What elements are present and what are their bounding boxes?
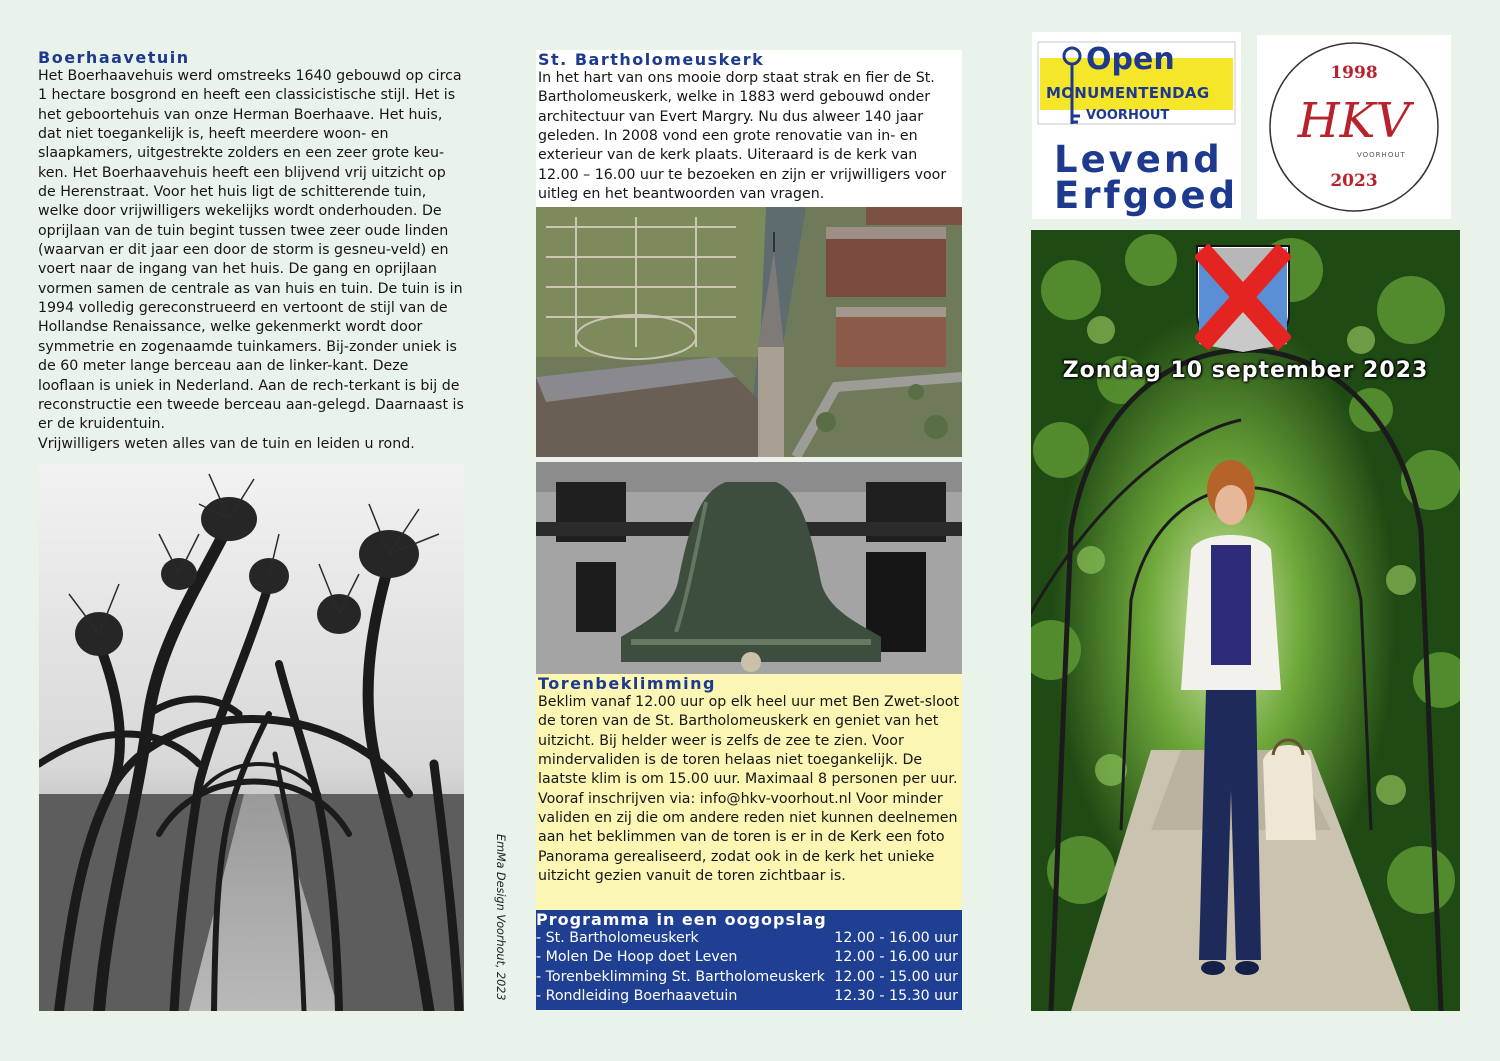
- church-aerial-photo: [536, 207, 962, 457]
- toren-paragraph: Beklim vanaf 12.00 uur op elk heel uur met Ben Zwet-sloot de toren van de St. Bartholomeuskerk en geniet van het uitzicht. Bij helder weer is zelfs de zee te zien. Voor mindervaliden is de toren helaas niet toegankelijk. De laatste klim is om 15.00 uur. Maximaal 8 personen per uur. Vooraf inschrijven via: info@hkv-voorhout.nl Voor minder validen en zij die om andere reden niet kunnen deelnemen aan het beklimmen van de toren is er in de Kerk een foto Panorama gerealiseerd, zodat ook in de kerk het unieke uitzicht gezien vanuit de toren zichtbaar is.: [538, 694, 960, 885]
- hkv-year-end: 2023: [1330, 171, 1378, 191]
- hkv-logo: [1257, 35, 1451, 219]
- hkv-place: VOORHOUT: [1357, 151, 1406, 159]
- design-credit: EmMa Design Voorhout, 2023: [494, 834, 507, 1001]
- programma-item-name: - Torenbeklimming St. Bartholomeuskerk: [536, 968, 825, 985]
- programma-item-name: - St. Bartholomeuskerk: [536, 930, 699, 946]
- kerk-title: St. Bartholomeuskerk: [538, 50, 765, 69]
- programma-row: [536, 987, 958, 1006]
- kerk-paragraph: In het hart van ons mooie dorp staat strak en fier de St. Bartholomeuskerk, welke in 1883 werd gebouwd onder architectuur van Evert Margry. Nu dus alweer 140 jaar geleden. In 2008 vond een grote renovatie van in- en exterieur van de kerk plaats. Uiteraard is de kerk van 12.00 – 16.00 uur te bezoeken en zijn er vrijwilligers voor uitleg en het beantwoorden van vragen.: [538, 70, 947, 203]
- programma-row: [536, 929, 958, 948]
- boerhaave-paragraph: Het Boerhaavehuis werd omstreeks 1640 gebouwd op circa 1 hectare bosgrond en heeft een classicistische stijl. Het is het geboortehuis van onze Herman Boerhaave. Het huis, dat niet toegankelijk is, heeft meerdere woon- en slaapkamers, uitgestrekte zolders en een zeer grote keu-ken. Het Boerhaavehuis heeft een blijvend vrij uitzicht op de Herenstraat. Voor het huis ligt de schitterende tuin, welke door vrijwilligers wekelijks wordt onderhouden. De oprijlaan van de tuin begint tussen twee zeer oude linden (waarvan er dit jaar een door de storm is gesneu-veld) en voert naar de ingang van het huis. De gang en oprijlaan vormen samen de centrale as van huis en tuin. De tuin is in 1994 volledig gereconstrueerd en vertoont de stijl van de Hollandse Renaissance, welke gekenmerkt wordt door symmetrie en zogenaamde tuinkamers. Bij-zonder uniek is de 60 meter lange berceau aan de linker-kant. Deze looflaan is uniek in Nederland. Aan de rech-terkant is bij de reconstructie een tweede berceau aan-gelegd. Daarnaast is er de kruidentuin.: [38, 68, 464, 433]
- boerhaave-title: Boerhaavetuin: [38, 48, 190, 67]
- programma-title: Programma in een oogopslag: [536, 910, 827, 929]
- programma-item-time: 12.00 - 15.00 uur: [834, 968, 958, 985]
- hkv-year-start: 1998: [1330, 63, 1378, 83]
- kerk-section: [536, 50, 962, 208]
- erfgoed-title: Erfgoed: [1054, 174, 1239, 217]
- programma-item-time: 12.00 - 16.00 uur: [834, 930, 958, 946]
- coat-of-arms-icon: [1195, 244, 1291, 354]
- boerhaave-closing: Vrijwilligers weten alles van de tuin en leiden u rond.: [38, 435, 415, 452]
- programma-item-name: - Molen De Hoop doet Leven: [536, 949, 738, 966]
- programma-row: [536, 968, 958, 987]
- toren-title: Torenbeklimming: [538, 674, 716, 693]
- church-bell-photo: [536, 462, 962, 674]
- boerhaave-section: [38, 48, 464, 454]
- programma-item-name: - Rondleiding Boerhaavetuin: [536, 988, 738, 1005]
- programma-section: [536, 910, 962, 1010]
- programma-row: [536, 948, 958, 967]
- logo-monumentendag-text: MONUMENTENDAG: [1046, 84, 1210, 102]
- event-date: Zondag 10 september 2023: [1062, 358, 1429, 383]
- torenbeklimming-section: [536, 674, 962, 910]
- open-monumentendag-logo: [1032, 32, 1241, 219]
- garden-portrait-photo: [1031, 230, 1460, 1011]
- programma-item-time: 12.30 - 15.30 uur: [834, 988, 958, 1005]
- boerhaave-text: [38, 67, 464, 454]
- logo-open-text: Open: [1086, 42, 1175, 77]
- programma-item-time: 12.00 - 16.00 uur: [834, 949, 958, 966]
- logo-voorhout-text: VOORHOUT: [1086, 108, 1170, 123]
- berceau-photo: [39, 464, 464, 1011]
- levend-title: Levend: [1054, 138, 1223, 181]
- hkv-letters: HKV: [1297, 93, 1411, 149]
